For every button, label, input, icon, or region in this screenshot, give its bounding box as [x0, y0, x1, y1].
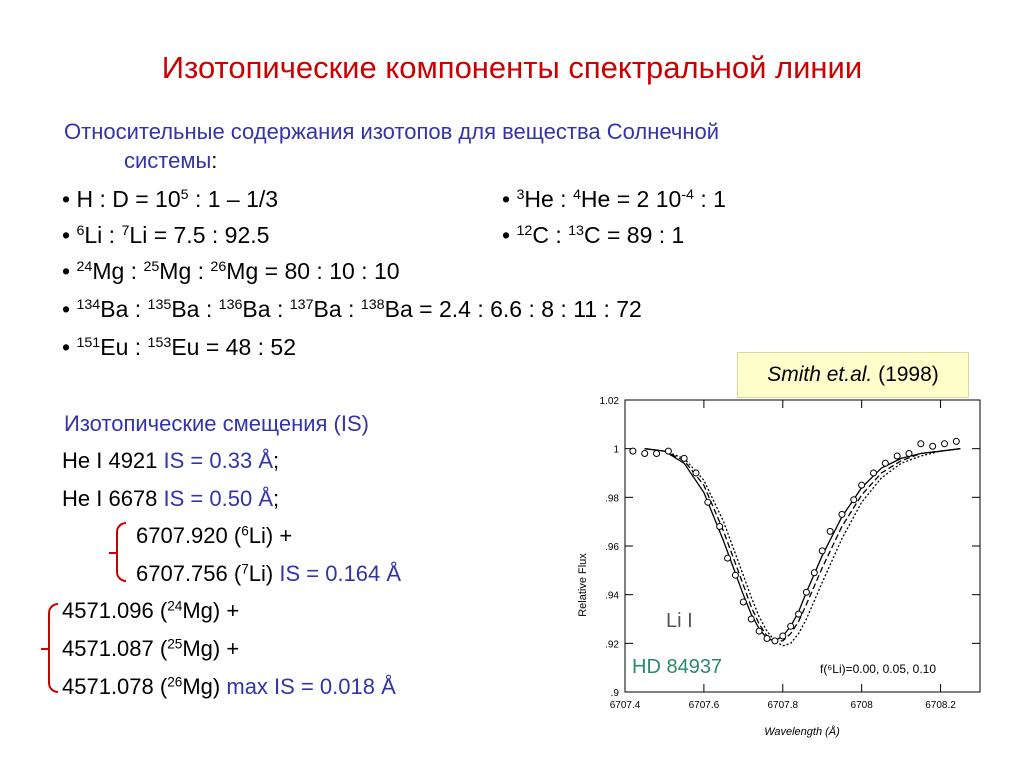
observed-point — [717, 524, 723, 530]
li-spectrum-chart — [570, 385, 990, 745]
shift-he-4921: He I 4921 IS = 0.33 Å; — [62, 448, 280, 473]
plot-frame — [625, 400, 980, 692]
observed-point — [780, 633, 786, 639]
observed-point — [906, 451, 912, 457]
observed-point — [894, 453, 900, 459]
observed-point — [654, 451, 660, 457]
observed-point — [839, 511, 845, 517]
abundance-c: • $^{12}$C : $^{13}$C = 89 : 1 — [502, 222, 685, 248]
y-tick-label: 1 — [613, 444, 619, 456]
y-tick-label: .94 — [605, 590, 619, 602]
y-tick-label: 1.02 — [599, 396, 619, 407]
star-label: HD 84937 — [632, 656, 723, 678]
observed-point — [930, 443, 936, 449]
observed-point — [693, 470, 699, 476]
shift-mg24: 4571.096 ($^{24}$Mg) + — [62, 598, 240, 623]
shift-li7: 6707.756 ($^7$Li) IS = 0.164 Å — [136, 561, 402, 586]
x-tick-label: 6708 — [850, 700, 873, 711]
abundance-eu: • $^{151}$Eu : $^{153}$Eu = 48 : 52 — [62, 334, 297, 360]
observed-point — [942, 441, 948, 447]
abundance-mg: • $^{24}$Mg : $^{25}$Mg : $^{26}$Mg = 80 : 10 : 10 — [62, 258, 400, 284]
shift-mg26: 4571.078 ($^{26}$Mg) max IS = 0.018 Å — [62, 674, 396, 699]
observed-point — [882, 460, 888, 466]
x-tick-label: 6707.8 — [767, 700, 799, 711]
legend-text: f(⁶Li)=0.00, 0.05, 0.10 — [820, 662, 937, 676]
mg-brace — [48, 603, 58, 693]
shift-he-6678: He I 6678 IS = 0.50 Å; — [62, 486, 280, 511]
x-axis-label: Wavelength (Å) — [764, 726, 840, 738]
y-tick-label: .98 — [605, 493, 619, 505]
x-tick-label: 6708.2 — [925, 700, 956, 711]
observed-point — [665, 448, 671, 454]
abundances-heading-line2: системы: — [124, 148, 218, 173]
shift-mg25: 4571.087 ($^{25}$Mg) + — [62, 636, 240, 661]
observed-point — [748, 616, 754, 622]
citation-box: Smith et.al. (1998) — [737, 352, 969, 398]
shifts-heading: Изотопические смещения (IS) — [64, 411, 369, 436]
observed-point — [732, 572, 738, 578]
y-tick-label: .92 — [605, 639, 619, 651]
observed-point — [811, 570, 817, 576]
observed-point — [756, 628, 762, 634]
abundance-he: • $^3$He : $^4$He = 2 $10^{-4}$ : 1 — [502, 186, 726, 212]
observed-point — [764, 635, 770, 641]
y-axis-label: Relative Flux — [577, 553, 589, 617]
abundance-h-d: • H : $D = 10^5$ : 1 – 1/3 — [62, 186, 279, 212]
abundance-ba: • $^{134}$Ba : $^{135}$Ba : $^{136}$Ba : $^{137}$Ba : $^{138}$Ba = 2.4 : 6.6 : 8 : 11 : 72 — [62, 296, 642, 322]
y-tick-label: .96 — [605, 542, 619, 553]
y-tick-label: .9 — [610, 688, 619, 699]
observed-point — [918, 441, 924, 447]
observed-point — [772, 638, 778, 644]
observed-point — [827, 528, 833, 534]
x-tick-label: 6707.6 — [688, 700, 720, 711]
observed-point — [819, 548, 825, 554]
observed-point — [642, 451, 648, 457]
observed-point — [788, 623, 794, 629]
observed-point — [953, 438, 959, 444]
observed-point — [705, 499, 711, 505]
observed-point — [725, 555, 731, 561]
abundance-li: • $^6$Li : $^7$Li = 7.5 : 92.5 — [62, 222, 270, 248]
li-brace — [116, 522, 126, 582]
slide-title: Изотопические компоненты спектральной линии — [161, 50, 863, 85]
observed-point — [803, 589, 809, 595]
observed-point — [681, 455, 687, 461]
shift-li6: 6707.920 ($^6$Li) + — [136, 523, 293, 548]
observed-point — [740, 599, 746, 605]
x-tick-label: 6707.4 — [609, 700, 641, 711]
observed-point — [796, 611, 802, 617]
abundances-heading-line1: Относительные содержания изотопов для вещества Солнечной — [64, 119, 720, 144]
line-label: Li I — [666, 610, 693, 632]
observed-point — [630, 448, 636, 454]
observed-point — [871, 470, 877, 476]
observed-point — [851, 497, 857, 503]
observed-point — [859, 482, 865, 488]
